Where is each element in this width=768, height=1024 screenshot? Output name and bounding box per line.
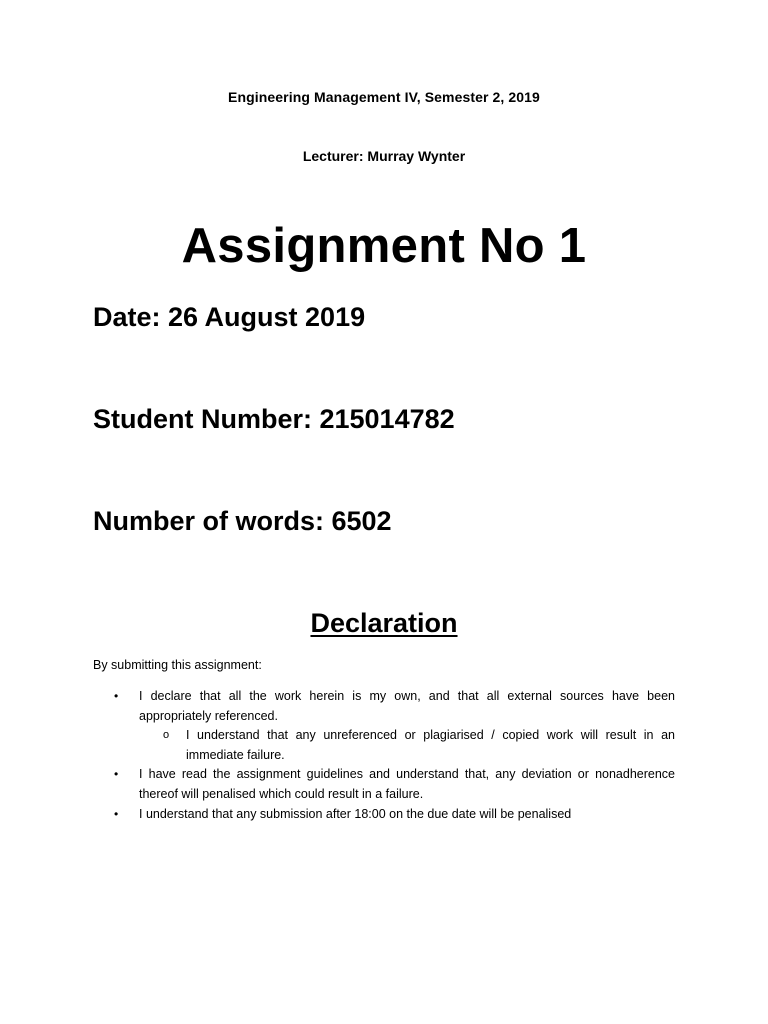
- list-item-text: I declare that all the work herein is my own, and that all external sources have been appropriately referenced.: [139, 689, 675, 723]
- list-item: [93, 805, 675, 825]
- declaration-heading: Declaration: [310, 608, 458, 638]
- declaration-list: [93, 687, 675, 824]
- course-heading: Engineering Management IV, Semester 2, 2019: [228, 89, 540, 105]
- assignment-title: Assignment No 1: [181, 219, 587, 273]
- list-item-text: I understand that any submission after 18:00 on the due date will be penalised: [139, 806, 572, 821]
- bullet-icon: •: [114, 806, 119, 821]
- bullet-icon: •: [114, 767, 119, 782]
- list-subitem: [93, 726, 675, 765]
- hollow-bullet-icon: o: [163, 729, 170, 742]
- student-number-line: Student Number: 215014782: [93, 404, 455, 434]
- list-item: [93, 687, 675, 726]
- date-line: Date: 26 August 2019: [93, 302, 366, 332]
- list-item-text: I understand that any unreferenced or plagiarised / copied work will result in an immediate failure.: [186, 728, 675, 762]
- list-item: [93, 765, 675, 804]
- lecturer-line: Lecturer: Murray Wynter: [302, 148, 466, 164]
- list-item-text: I have read the assignment guidelines and understand that, any deviation or nonadherence thereof will penalised which could result in a failure.: [139, 767, 675, 801]
- declaration-intro: By submitting this assignment:: [93, 658, 262, 672]
- word-count-line: Number of words: 6502: [93, 506, 392, 536]
- bullet-icon: •: [114, 689, 119, 703]
